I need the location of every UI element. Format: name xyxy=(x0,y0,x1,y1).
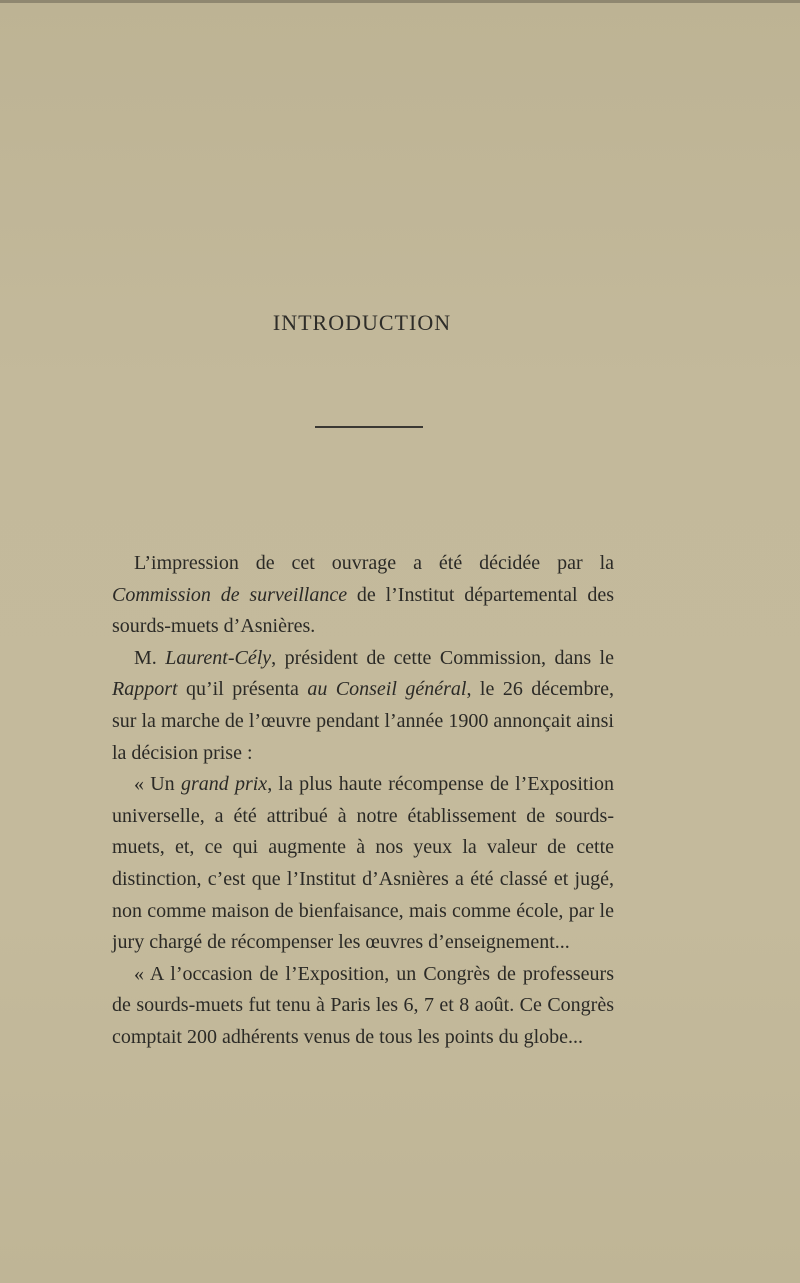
paragraph-2-italic-name: Laurent-Cély xyxy=(165,646,272,669)
paragraph-3-text-a: « Un xyxy=(134,773,181,796)
paragraph-3-italic-grand-prix: grand prix xyxy=(180,773,268,796)
paragraph-2-text-g: , le 26 décembre, sur la marche de l’œuvre pendant l’année 1900 annonçait ainsi la décision prise : xyxy=(112,678,614,764)
paragraph-1-text-c: de l’Institut départemental des sourds-muets d’Asnières. xyxy=(112,583,614,638)
paragraph-2 xyxy=(112,643,614,769)
title-rule xyxy=(315,426,423,428)
paragraph-2-italic-conseil: au Conseil général xyxy=(307,678,467,701)
paragraph-2-text-e: qu’il présenta xyxy=(177,678,308,701)
paragraph-2-italic-rapport: Rapport xyxy=(112,678,178,701)
body-text xyxy=(112,548,614,1054)
paragraph-3-text-c: , la plus haute récompense de l’Exposition universelle, a été attribué à notre établissement de sourds-muets, et, ce qui augmente à nos yeux la valeur de cette distinction, c’est que l’Institut d’Asnières a été classé et jugé, non comme maison de bienfaisance, mais comme école, par le jury chargé de récompenser les œuvres d’enseignement... xyxy=(112,773,615,954)
paragraph-1 xyxy=(112,548,614,643)
page-edge xyxy=(0,0,800,3)
paragraph-1-text-a: L’impression de cet ouvrage a été décidée par la xyxy=(134,552,614,574)
paragraph-2-text-c: , président de cette Commission, dans le xyxy=(271,646,614,669)
paragraph-4: « A l’occasion de l’Exposition, un Congrès de professeurs de sourds-muets fut tenu à Paris les 6, 7 et 8 août. Ce Congrès comptait 200 adhérents venus de tous les points du globe... xyxy=(112,962,614,1048)
paragraph-3 xyxy=(112,769,614,959)
chapter-title: INTRODUCTION xyxy=(272,310,452,335)
paragraph-1-italic-commission: Commission de surveillance xyxy=(112,583,348,606)
paragraph-2-text-a: M. xyxy=(134,646,166,669)
